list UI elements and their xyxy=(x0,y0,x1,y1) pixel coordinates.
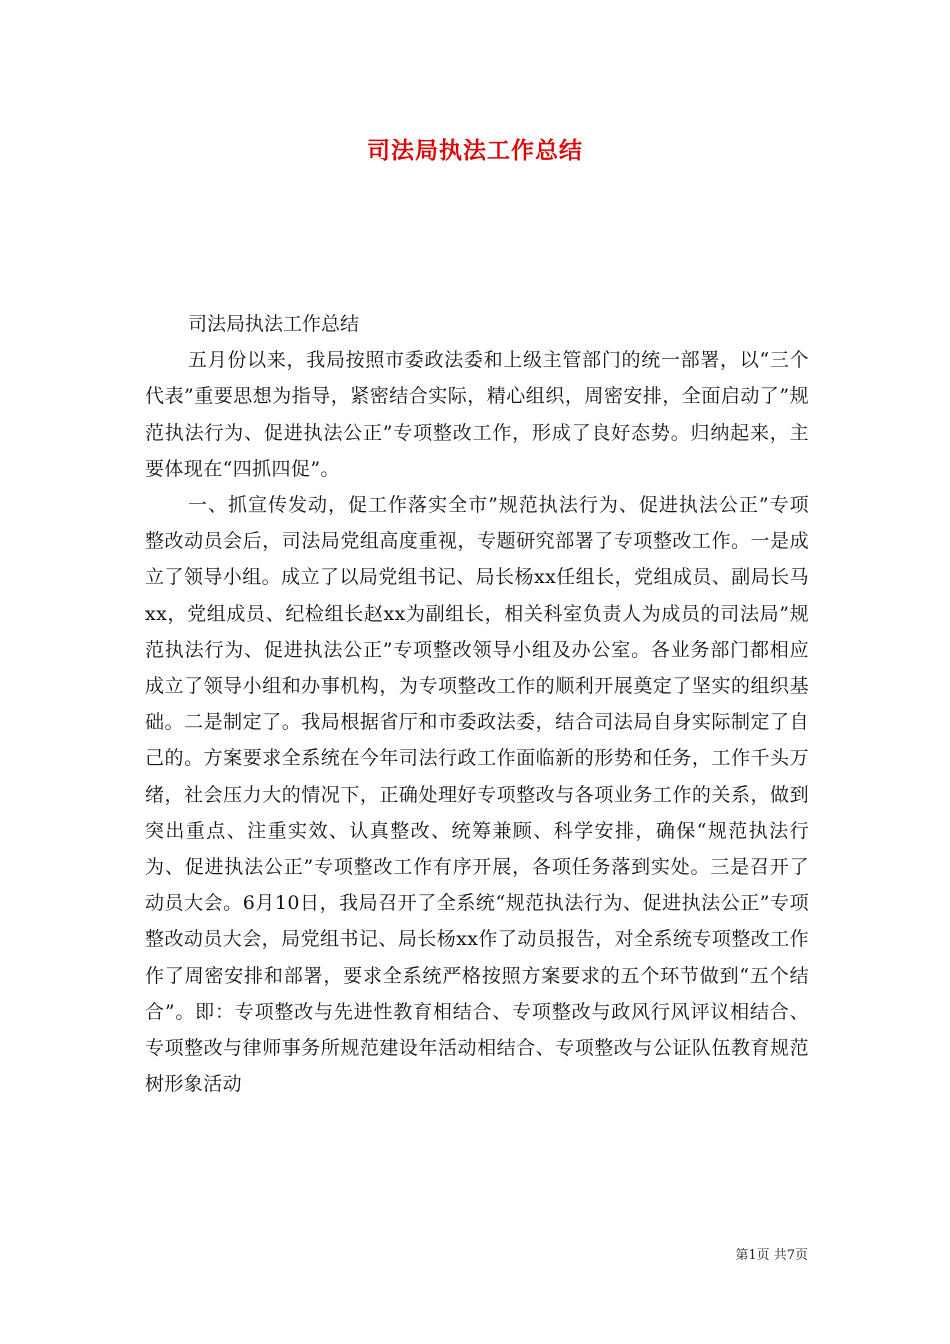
paragraph-intro: 五月份以来，我局按照市委政法委和上级主管部门的统一部署，以“三个代表”重要思想为指导，紧密结合实际，精心组织，周密安排，全面启动了”规范执法行为、促进执法公正”专项整改工作，形成了良好态势。归纳起来，主要体现在“四抓四促”。 xyxy=(145,349,809,480)
paragraph-section-one: 一、抓宣传发动，促工作落实全市”规范执法行为、促进执法公正”专项整改动员会后，司法局党组高度重视，专题研究部署了专项整改工作。一是成立了领导小组。成立了以局党组书记、局长杨xx任组长，党组成员、副局长马xx，党组成员、纪检组长赵xx为副组长，相关科室负责人为成员的司法局”规范执法行为、促进执法公正”专项整改领导小组及办公室。各业务部门都相应成立了领导小组和办事机构，为专项整改工作的顺利开展奠定了坚实的组织基础。二是制定了。我局根据省厅和市委政法委，结合司法局自身实际制定了自己的。方案要求全系统在今年司法行政工作面临新的形势和任务，工作千头万绪，社会压力大的情况下，正确处理好专项整改与各项业务工作的关系，做到突出重点、注重实效、认真整改、统筹兼顾、科学安排，确保“规范执法行为、促进执法公正”专项整改工作有序开展，各项任务落到实处。三是召开了动员大会。6月10日，我局召开了全系统“规范执法行为、促进执法公正”专项整改动员大会，局党组书记、局长杨xx作了动员报告，对全系统专项整改工作作了周密安排和部署，要求全系统严格按照方案要求的五个环节做到“五个结合”。即：专项整改与先进性教育相结合、专项整改与政风行风评议相结合、专项整改与律师事务所规范建设年活动相结合、专项整改与公证队伍教育规范树形象活动 xyxy=(145,494,809,1096)
document-subtitle: 司法局执法工作总结 xyxy=(188,313,360,335)
document-title: 司法局执法工作总结 xyxy=(367,137,583,164)
page-number: 第1页 共7页 xyxy=(735,1248,808,1263)
document-body xyxy=(145,306,809,1102)
